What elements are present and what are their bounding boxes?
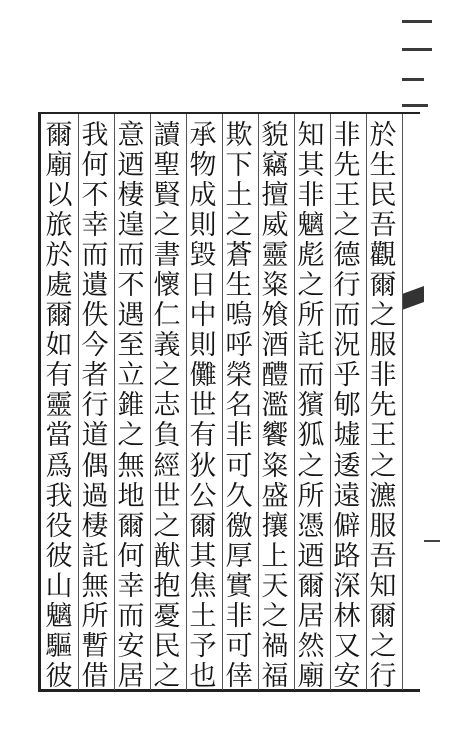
character: 福 <box>261 660 289 692</box>
character: 服 <box>369 510 397 542</box>
character: 居 <box>117 660 145 692</box>
text-column-8 <box>114 122 148 690</box>
character: 爾 <box>369 270 397 302</box>
character: 之 <box>153 210 181 242</box>
character: 非 <box>369 360 397 392</box>
character: 觀 <box>369 240 397 272</box>
character: 所 <box>81 600 109 632</box>
character: 憑 <box>297 510 325 542</box>
character: 賢 <box>153 180 181 212</box>
character: 無 <box>81 570 109 602</box>
character: 而 <box>117 600 145 632</box>
character: 濫 <box>261 390 289 422</box>
character: 土 <box>225 180 253 212</box>
character: 之 <box>153 510 181 542</box>
character: 中 <box>189 300 217 332</box>
character: 呼 <box>225 330 253 362</box>
character: 爾 <box>189 510 217 542</box>
character: 墟 <box>333 420 361 452</box>
character: 欺 <box>225 120 253 151</box>
character: 行 <box>81 390 109 422</box>
character: 彪 <box>297 240 325 272</box>
character: 山 <box>45 570 73 602</box>
character: 爾 <box>45 120 73 151</box>
character: 爾 <box>369 600 397 632</box>
cut-off-header-fragment <box>392 0 442 118</box>
character: 讀 <box>153 120 181 151</box>
character: 魑 <box>45 600 73 632</box>
character: 借 <box>81 660 109 692</box>
text-column-5 <box>222 122 256 690</box>
text-column-1 <box>366 122 400 690</box>
character: 厚 <box>225 540 253 572</box>
character: 旅 <box>45 210 73 242</box>
character: 安 <box>117 630 145 662</box>
character: 粢 <box>261 270 289 302</box>
character: 之 <box>369 450 397 482</box>
character: 粢 <box>261 450 289 482</box>
character: 所 <box>297 480 325 512</box>
character: 酒 <box>261 330 289 362</box>
character: 之 <box>369 630 397 662</box>
text-column-9 <box>78 122 112 690</box>
character: 可 <box>225 450 253 482</box>
character: 盛 <box>261 480 289 512</box>
character: 暫 <box>81 630 109 662</box>
character: 當 <box>45 420 73 452</box>
character: 抱 <box>153 570 181 602</box>
character: 而 <box>81 240 109 272</box>
character: 榮 <box>225 360 253 392</box>
character: 之 <box>297 450 325 482</box>
character: 擅 <box>261 180 289 212</box>
character: 之 <box>117 420 145 452</box>
character: 則 <box>189 210 217 242</box>
character: 實 <box>225 570 253 602</box>
character: 而 <box>297 360 325 392</box>
character: 又 <box>333 630 361 662</box>
character: 知 <box>297 120 325 151</box>
character: 嗚 <box>225 300 253 332</box>
character: 狐 <box>297 420 325 452</box>
character: 不 <box>117 270 145 302</box>
character: 生 <box>225 270 253 302</box>
character: 況 <box>333 330 361 362</box>
character: 我 <box>81 120 109 151</box>
character: 非 <box>297 180 325 212</box>
character: 今 <box>81 330 109 362</box>
character: 其 <box>297 150 325 182</box>
character: 過 <box>81 480 109 512</box>
character: 安 <box>333 660 361 692</box>
character: 於 <box>369 120 397 151</box>
character: 瀌 <box>369 480 397 512</box>
character: 深 <box>333 570 361 602</box>
character: 禍 <box>261 630 289 662</box>
character: 幸 <box>81 210 109 242</box>
character: 則 <box>189 330 217 362</box>
character: 民 <box>153 630 181 662</box>
character: 知 <box>369 570 397 602</box>
character: 義 <box>153 330 181 362</box>
character: 僻 <box>333 510 361 542</box>
character: 吾 <box>369 210 397 242</box>
character: 處 <box>45 270 73 302</box>
character: 久 <box>225 480 253 512</box>
character: 驅 <box>45 630 73 662</box>
character: 棲 <box>81 510 109 542</box>
character: 吾 <box>369 540 397 572</box>
character: 廟 <box>45 150 73 182</box>
character: 蒼 <box>225 240 253 272</box>
character: 醴 <box>261 360 289 392</box>
character: 威 <box>261 210 289 242</box>
character: 王 <box>333 180 361 212</box>
character: 其 <box>189 540 217 572</box>
character: 先 <box>333 150 361 182</box>
character: 佚 <box>81 300 109 332</box>
character: 志 <box>153 390 181 422</box>
character: 者 <box>81 360 109 392</box>
character: 也 <box>189 660 217 692</box>
character: 偶 <box>81 450 109 482</box>
character: 非 <box>225 600 253 632</box>
character: 德 <box>333 240 361 272</box>
character: 以 <box>45 180 73 212</box>
character: 書 <box>153 240 181 272</box>
character: 有 <box>189 420 217 452</box>
character: 民 <box>369 180 397 212</box>
character: 意 <box>117 120 145 151</box>
character: 狄 <box>189 450 217 482</box>
character: 公 <box>189 480 217 512</box>
character: 服 <box>369 330 397 362</box>
character: 林 <box>333 600 361 632</box>
character: 不 <box>81 180 109 212</box>
character: 經 <box>153 450 181 482</box>
character: 廟 <box>297 660 325 692</box>
character: 名 <box>225 390 253 422</box>
character: 非 <box>333 120 361 151</box>
character: 聖 <box>153 150 181 182</box>
character: 迺 <box>117 150 145 182</box>
character: 如 <box>45 330 73 362</box>
character: 之 <box>261 600 289 632</box>
character: 而 <box>117 240 145 272</box>
character: 遇 <box>117 300 145 332</box>
character: 負 <box>153 420 181 452</box>
character: 予 <box>189 630 217 662</box>
character: 之 <box>153 660 181 692</box>
character: 之 <box>153 360 181 392</box>
character: 行 <box>369 660 397 692</box>
character: 之 <box>369 300 397 332</box>
column-rule <box>402 114 403 690</box>
character: 遠 <box>333 480 361 512</box>
character: 路 <box>333 540 361 572</box>
character: 焦 <box>189 570 217 602</box>
character: 於 <box>45 240 73 272</box>
character: 至 <box>117 330 145 362</box>
character: 彼 <box>45 540 73 572</box>
character: 獱 <box>297 390 325 422</box>
character: 日 <box>189 270 217 302</box>
character: 儺 <box>189 360 217 392</box>
character: 仁 <box>153 300 181 332</box>
character: 地 <box>117 480 145 512</box>
text-column-10 <box>42 122 76 690</box>
text-column-4 <box>258 122 292 690</box>
character: 立 <box>117 360 145 392</box>
character: 遺 <box>81 270 109 302</box>
character: 託 <box>297 330 325 362</box>
character: 上 <box>261 540 289 572</box>
character: 彼 <box>45 660 73 692</box>
character: 下 <box>225 150 253 182</box>
character: 倖 <box>225 660 253 692</box>
character: 攘 <box>261 510 289 542</box>
character: 世 <box>153 480 181 512</box>
character: 土 <box>189 600 217 632</box>
character: 靈 <box>261 240 289 272</box>
character: 成 <box>189 180 217 212</box>
character: 物 <box>189 150 217 182</box>
character: 幸 <box>117 570 145 602</box>
character: 逶 <box>333 450 361 482</box>
character: 可 <box>225 630 253 662</box>
character: 非 <box>225 420 253 452</box>
character: 遑 <box>117 210 145 242</box>
character: 何 <box>117 540 145 572</box>
character: 無 <box>117 450 145 482</box>
character: 棲 <box>117 180 145 212</box>
character: 行 <box>333 270 361 302</box>
character: 之 <box>297 270 325 302</box>
text-column-7 <box>150 122 184 690</box>
character: 所 <box>297 300 325 332</box>
character: 之 <box>225 210 253 242</box>
edge-mark <box>424 540 440 542</box>
character: 迺 <box>297 540 325 572</box>
character: 徼 <box>225 510 253 542</box>
character: 憂 <box>153 600 181 632</box>
character: 爾 <box>117 510 145 542</box>
text-column-3 <box>294 122 328 690</box>
character: 錐 <box>117 390 145 422</box>
character: 託 <box>81 540 109 572</box>
character: 爲 <box>45 450 73 482</box>
character: 道 <box>81 420 109 452</box>
character: 居 <box>297 600 325 632</box>
character: 爾 <box>297 570 325 602</box>
character: 竊 <box>261 150 289 182</box>
character: 生 <box>369 150 397 182</box>
character: 有 <box>45 360 73 392</box>
character: 懷 <box>153 270 181 302</box>
character: 爾 <box>45 300 73 332</box>
character: 天 <box>261 570 289 602</box>
character: 役 <box>45 510 73 542</box>
character: 飧 <box>261 300 289 332</box>
character: 而 <box>333 300 361 332</box>
character: 先 <box>369 390 397 422</box>
text-column-2 <box>330 122 364 690</box>
character: 猷 <box>153 540 181 572</box>
character: 郇 <box>333 390 361 422</box>
character: 何 <box>81 150 109 182</box>
character: 饗 <box>261 420 289 452</box>
character: 王 <box>369 420 397 452</box>
text-column-6 <box>186 122 220 690</box>
character: 靈 <box>45 390 73 422</box>
character: 毀 <box>189 240 217 272</box>
character: 乎 <box>333 360 361 392</box>
character: 之 <box>333 210 361 242</box>
character: 魑 <box>297 210 325 242</box>
character: 承 <box>189 120 217 151</box>
character: 世 <box>189 390 217 422</box>
character: 貌 <box>261 120 289 151</box>
character: 然 <box>297 630 325 662</box>
character: 我 <box>45 480 73 512</box>
